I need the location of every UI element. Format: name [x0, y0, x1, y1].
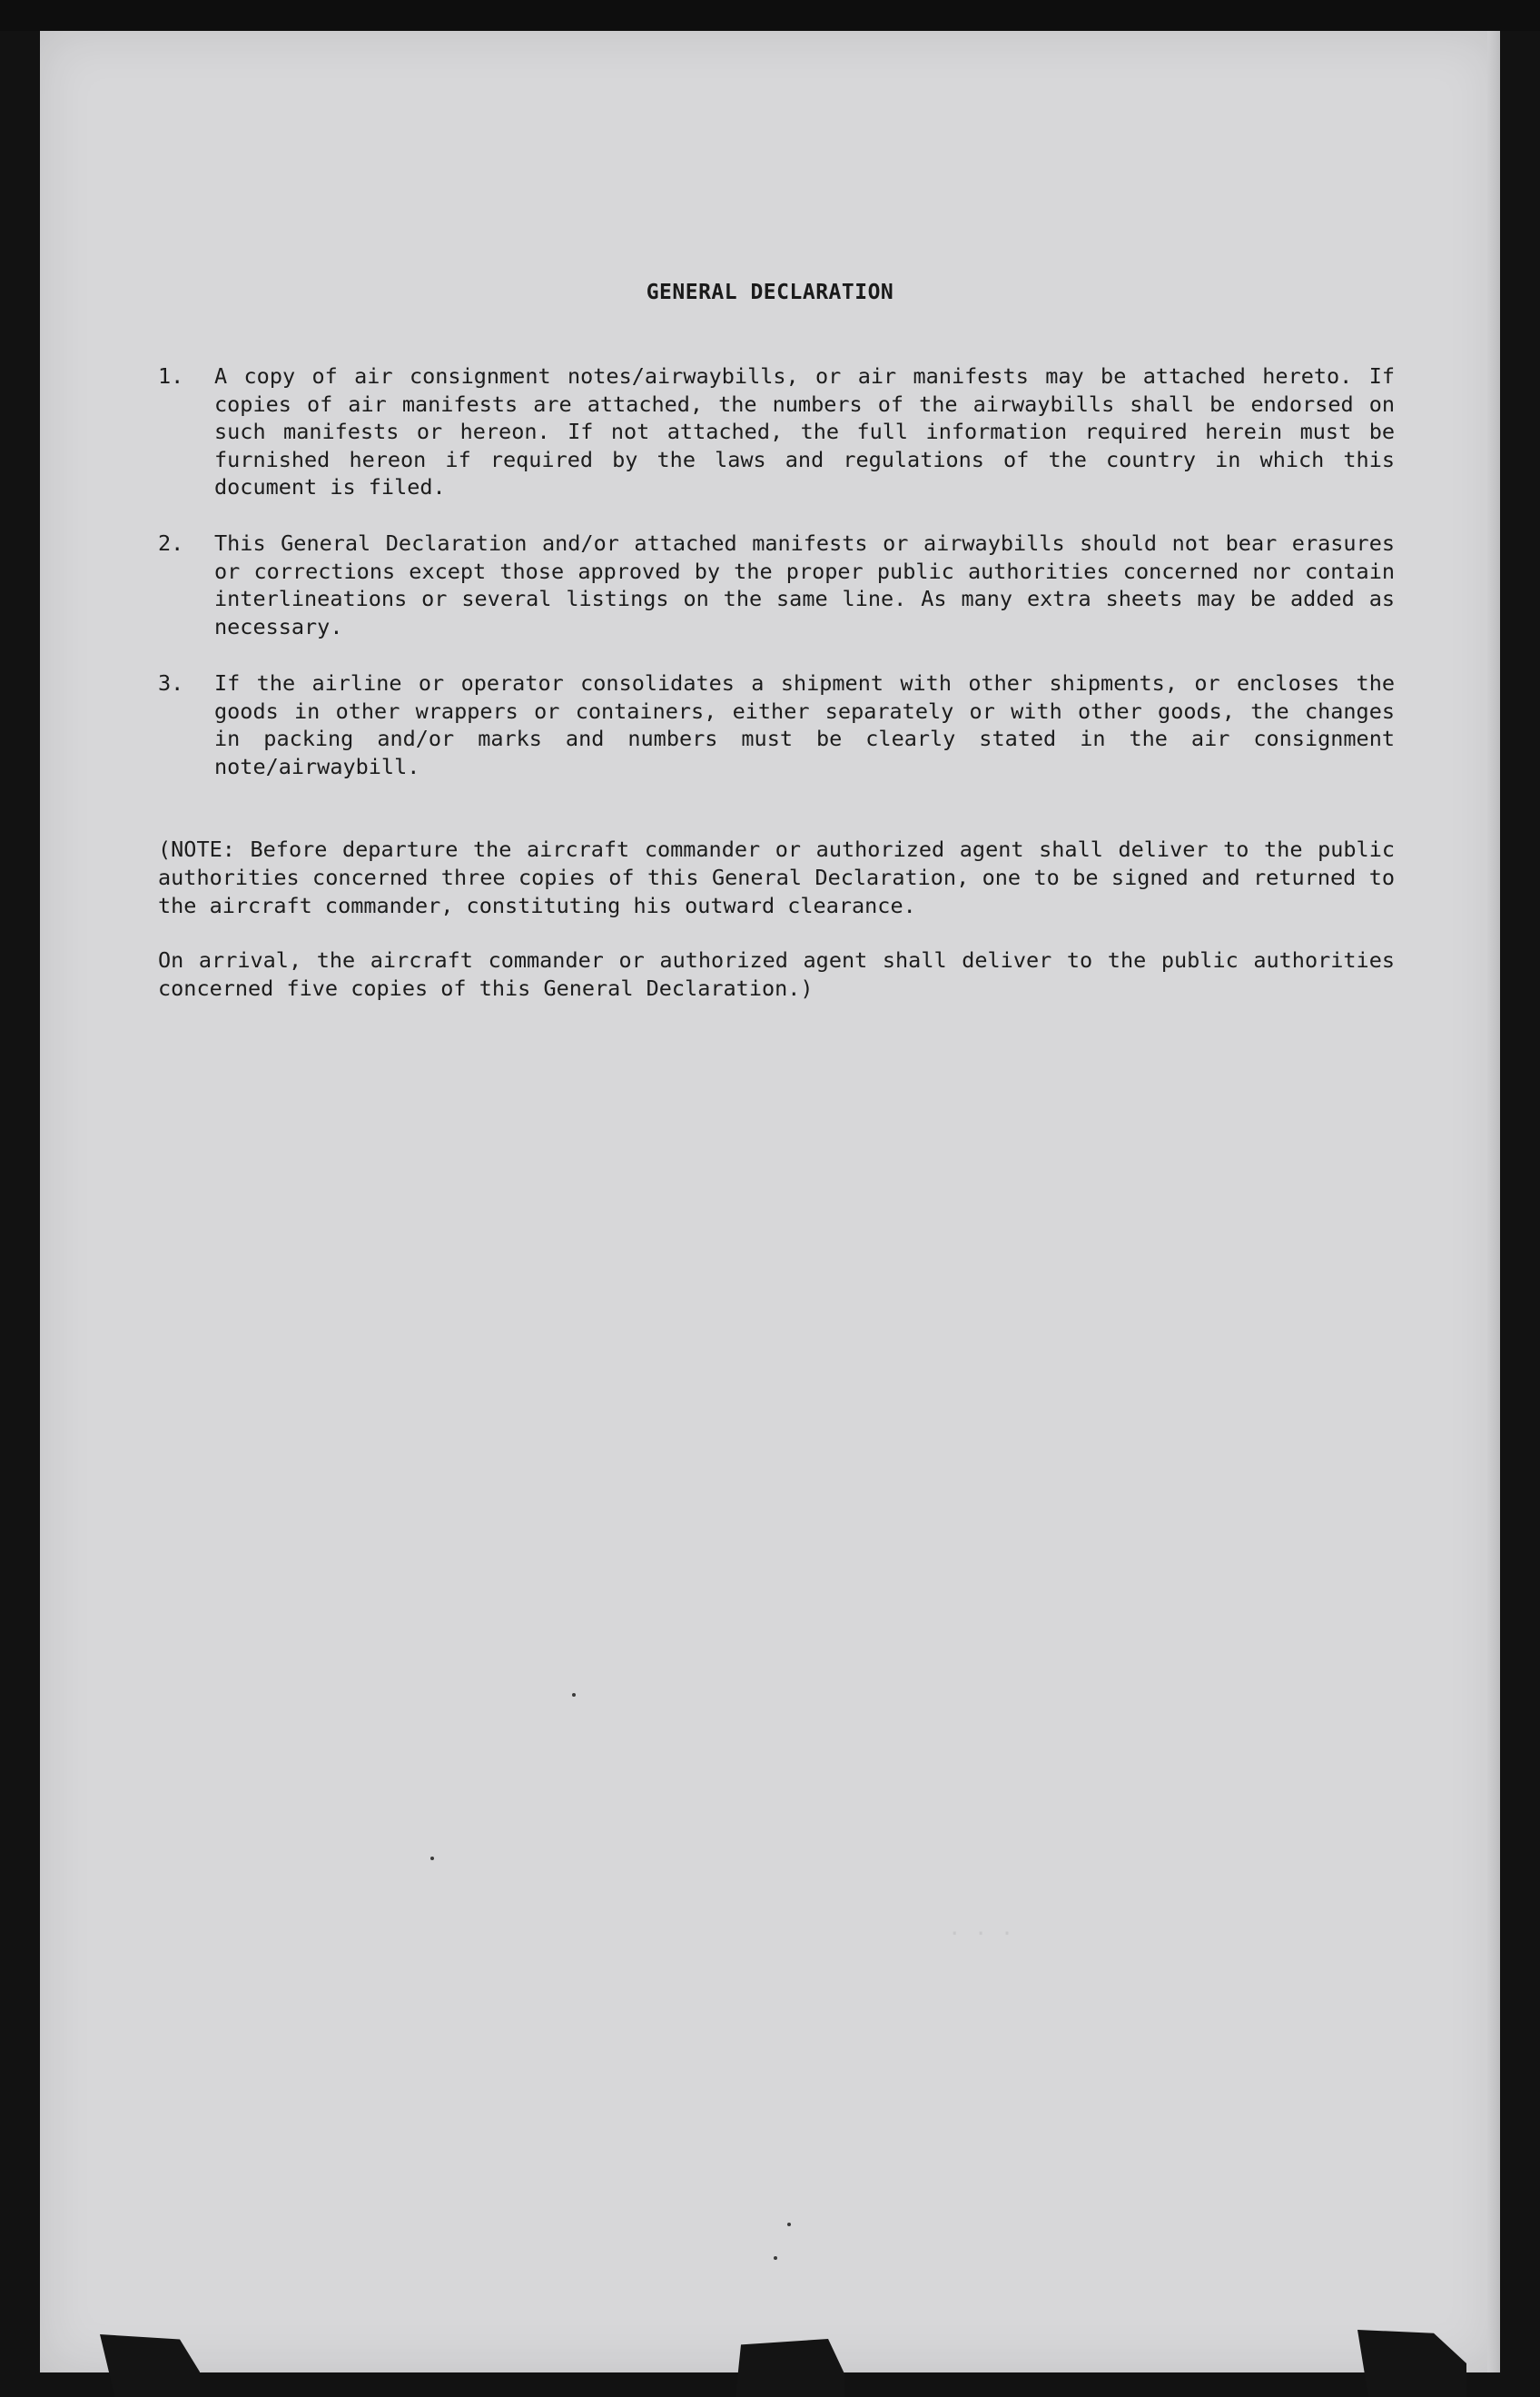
item-number: 3.: [158, 670, 184, 696]
item-text: A copy of air consignment notes/airwaybills, or air manifests may be attached hereto. If copies of air manifests are attached, the numbers of the airwaybills shall be endorsed on such manifests or hereon. If not attached, the full information required herein must be furnished hereon if required by the laws and regulations of the country in which this document is filed.: [214, 363, 1395, 500]
item-text: This General Declaration and/or attached manifests or airwaybills should not bear erasures or corrections except those approved by the proper public authorities concerned nor contain interlineations or several listings on the same line. As many extra sheets may be added as necessary.: [214, 530, 1395, 639]
scan-border: [0, 0, 1540, 31]
binder-clip-center: [735, 2339, 844, 2397]
item-text: If the airline or operator consolidates a shipment with other shipments, or encloses the goods in other wrappers or containers, either separately or with other goods, the changes in packing and/or marks and numbers must be clearly stated in the air consignment note/airwaybill.: [214, 670, 1395, 779]
speck: [787, 2223, 791, 2226]
speck: [774, 2256, 777, 2260]
declaration-item-1: [158, 362, 1393, 503]
declaration-item-3: [158, 669, 1393, 783]
declaration-item-2: [158, 530, 1393, 643]
speck: [572, 1693, 576, 1697]
document-page: [40, 31, 1500, 2372]
note-departure: (NOTE: Before departure the aircraft commander or authorized agent shall deliver to the public authorities concerned three copies of this General Declaration, one to be signed and returned to the aircraft commander, constituting his outward clearance.: [158, 837, 1395, 918]
document-title: GENERAL DECLARATION: [646, 281, 894, 304]
item-number: 1.: [158, 363, 184, 389]
note-arrival: On arrival, the aircraft commander or authorized agent shall deliver to the public authorities concerned five copies of this General Declaration.): [158, 947, 1395, 1001]
bleed-through-mark: · · ·: [948, 1920, 1014, 1946]
speck: [430, 1857, 434, 1860]
item-number: 2.: [158, 530, 184, 556]
